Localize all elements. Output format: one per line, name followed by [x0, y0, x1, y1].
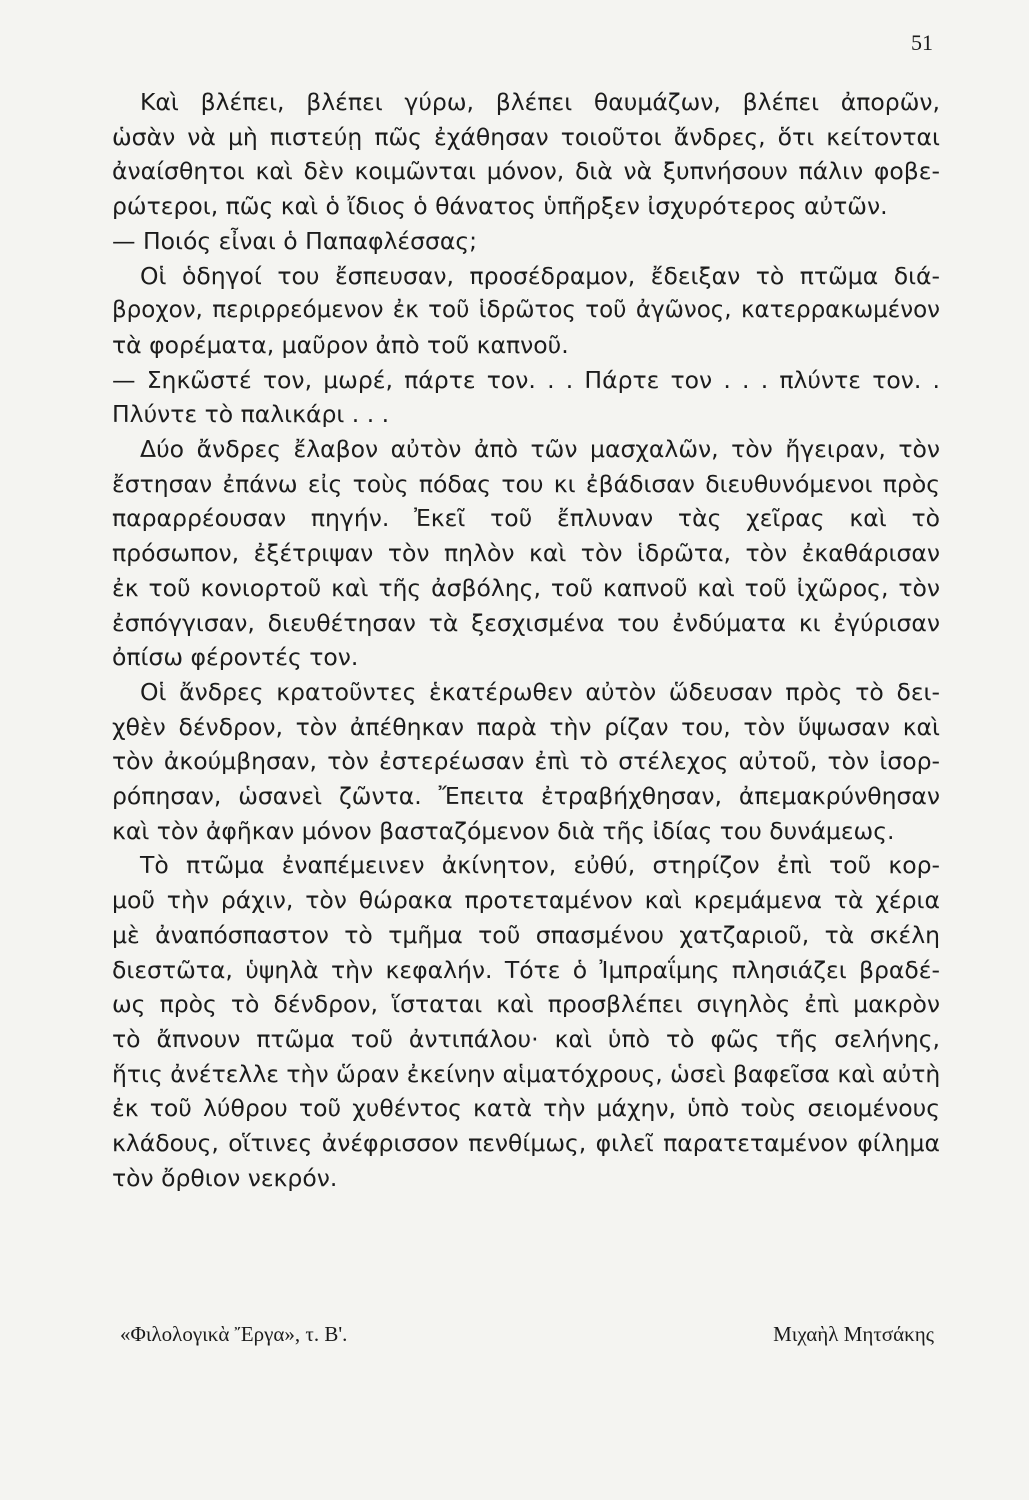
- text-line: βροχον, περιρρεόμενον ἐκ τοῦ ἱδρῶτος τοῦ ἀγῶνος, κατερρακωμένον: [112, 297, 940, 324]
- text-line: ὀπίσω φέροντές τον.: [112, 643, 359, 672]
- text-line: ἐκ τοῦ λύθρου τοῦ χυθέντος κατὰ τὴν μάχην, ὑπὸ τοὺς σειομένους: [112, 1094, 940, 1123]
- text-line: ὡσὰν νὰ μὴ πιστεύῃ πῶς ἐχάθησαν τοιοῦτοι ἄνδρες, ὅτι κείτονται: [112, 122, 940, 151]
- text-line: Οἱ ὁδηγοί του ἔσπευσαν, προσέδραμον, ἔδειξαν τὸ πτῶμα διά-: [140, 261, 940, 290]
- text-line: — Ποιός εἶναι ὁ Παπαφλέσσας;: [112, 226, 478, 255]
- text-line: ως πρὸς τὸ δένδρον, ἵσταται καὶ προσβλέπει σιγηλὸς ἐπὶ μακρὸν: [112, 990, 940, 1019]
- text-line: χθὲν δένδρον, τὸν ἀπέθηκαν παρὰ τὴν ρίζαν του, τὸν ὕψωσαν καὶ: [112, 712, 940, 741]
- text-line: μοῦ τὴν ράχιν, τὸν θώρακα προτεταμένον καὶ κρεμάμενα τὰ χέρια: [112, 886, 940, 915]
- text-line: τὸν ὄρθιον νεκρόν.: [112, 1163, 338, 1192]
- text-line: τὸ ἄπνουν πτῶμα τοῦ ἀντιπάλου· καὶ ὑπὸ τὸ φῶς τῆς σελήνης,: [112, 1024, 940, 1053]
- text-line: Οἱ ἄνδρες κρατοῦντες ἑκατέρωθεν αὐτὸν ὥδευσαν πρὸς τὸ δει-: [140, 677, 940, 706]
- text-line: κλάδους, οἵτινες ἀνέφρισσον πενθίμως, φιλεῖ παρατεταμένον φίλημα: [112, 1129, 940, 1158]
- text-line: πρόσωπον, ἐξέτριψαν τὸν πηλὸν καὶ τὸν ἱδρῶτα, τὸν ἐκαθάρισαν: [112, 539, 940, 568]
- text-line: Τὸ πτῶμα ἐναπέμεινεν ἀκίνητον, εὐθύ, στηρίζον ἐπὶ τοῦ κορ-: [140, 851, 940, 880]
- author-name: Μιχαὴλ Μητσάκης: [773, 1322, 934, 1346]
- page-number: 51: [911, 30, 933, 55]
- text-line: ρώτεροι, πῶς καὶ ὁ ἴδιος ὁ θάνατος ὑπῆρξεν ἰσχυρότερος αὐτῶν.: [112, 192, 888, 221]
- text-line: ἐκ τοῦ κονιορτοῦ καὶ τῆς ἀσβόλης, τοῦ καπνοῦ καὶ τοῦ ἰχῶρος, τὸν: [112, 573, 940, 602]
- text-line: — Σηκῶστέ τον, μωρέ, πάρτε τον. . . Πάρτε τον . . . πλύντε τον. .: [112, 365, 940, 394]
- text-line: τὰ φορέματα, μαῦρον ἀπὸ τοῦ καπνοῦ.: [112, 330, 569, 359]
- text-line: ἥτις ἀνέτελλε τὴν ὥραν ἐκείνην αἱματόχρους, ὡσεὶ βαφεῖσα καὶ αὐτὴ: [112, 1059, 941, 1088]
- text-line: τὸν ἀκούμβησαν, τὸν ἐστερέωσαν ἐπὶ τὸ στέλεχος αὐτοῦ, τὸν ἰσορ-: [112, 747, 940, 776]
- footer: [112, 1322, 934, 1347]
- text-line: ἐσπόγγισαν, διευθέτησαν τὰ ξεσχισμένα του ἐνδύματα κι ἐγύρισαν: [112, 608, 940, 637]
- text-line: Καὶ βλέπει, βλέπει γύρω, βλέπει θαυμάζων, βλέπει ἀπορῶν,: [140, 88, 940, 116]
- text-line: παραρρέουσαν πηγήν. Ἐκεῖ τοῦ ἔπλυναν τὰς χεῖρας καὶ τὸ: [112, 504, 940, 533]
- text-line: ἔστησαν ἐπάνω εἰς τοὺς πόδας του κι ἐβάδισαν διευθυνόμενοι πρὸς: [112, 469, 940, 498]
- text-line: ρόπησαν, ὡσανεὶ ζῶντα. Ἔπειτα ἐτραβήχθησαν, ἀπεμακρύνθησαν: [112, 782, 940, 811]
- body-text: [112, 85, 940, 1196]
- text-line: μὲ ἀναπόσπαστον τὸ τμῆμα τοῦ σπασμένου χατζαριοῦ, τὰ σκέλη: [112, 920, 940, 949]
- text-line: διεστῶτα, ὑψηλὰ τὴν κεφαλήν. Τότε ὁ Ἰμπραΐμης πλησιάζει βραδέ-: [112, 955, 940, 984]
- text-line: ἀναίσθητοι καὶ δὲν κοιμῶνται μόνον, διὰ νὰ ξυπνήσουν πάλιν φοβε-: [112, 157, 940, 186]
- text-line: Δύο ἄνδρες ἔλαβον αὐτὸν ἀπὸ τῶν μασχαλῶν, τὸν ἤγειραν, τὸν: [140, 435, 940, 464]
- text-line: καὶ τὸν ἀφῆκαν μόνον βασταζόμενον διὰ τῆς ἰδίας του δυνάμεως.: [112, 816, 895, 845]
- source-citation: «Φιλολογικὰ Ἔργα», τ. Β'.: [120, 1322, 348, 1346]
- text-line: Πλύντε τὸ παλικάρι . . .: [112, 400, 390, 429]
